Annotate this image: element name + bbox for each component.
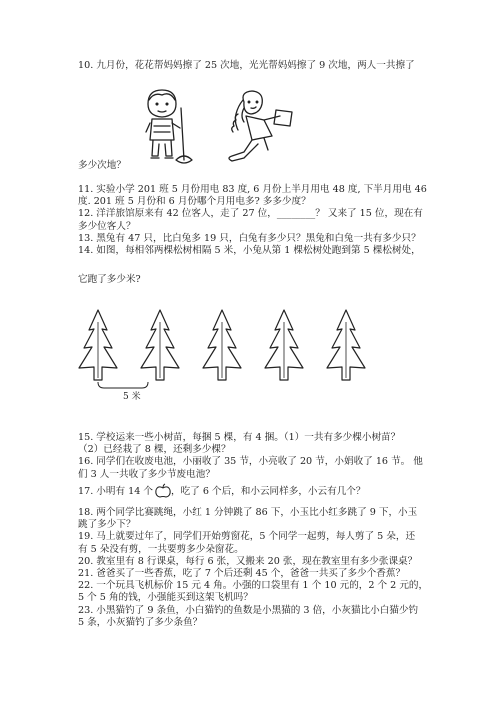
q15-line1: 15. 学校运来一些小树苗，每捆 5 棵，有 4 捆。（1）一共有多少棵小树苗？ [78,432,401,443]
q18-line2: 跳了多少下？ [78,519,136,531]
q19-line2: 有 5 朵没有剪，一共要剪多少朵窗花。 [78,543,244,555]
q16-line1: 16. 同学们在收废电池，小丽收了 35 节，小亮收了 20 节，小娟收了 16 节。 他 [78,456,423,468]
q23-line1: 23. 小黑猫钓了 9 条鱼，小白猫钓的鱼数是小黑猫的 3 倍，小灰猫比小白猫少钓 [78,604,419,616]
q17-text-after: ，吃了 6 个后，和小云同样多，小云有几个？ [171,486,366,497]
girl-cleaning-figure [229,91,292,161]
q10-line2: 多少次地？ [78,160,126,171]
q22-line1: 22. 一个玩具飞机标价 15 元 4 角。小强的口袋里有 1 个 10 元的，2 个 2 元的， [78,580,429,592]
q20-line1: 20. 教室里有 8 行课桌，每行 6 张，又搬来 20 张，现在教室里有多少张课桌？ [78,555,418,567]
q11-line1: 11. 实验小学 201 班 5 月份用电 83 度, 6 月份上半月用电 48 度, 下半月用电 46 [78,184,427,195]
boy-mopping-figure [146,90,192,163]
questions-11-to-14 [78,184,427,257]
q19-line1: 19. 马上就要过年了，同学们开始剪窗花，5 个同学一起剪，每人剪了 5 朵，还 [78,531,416,543]
q21-line1: 21. 爸爸买了一些香蕉，吃了 7 个后还剩 45 个，爸爸一共买了多少个香蕉？ [78,568,406,580]
q18-line1: 18. 两个同学比赛跳绳，小红 1 分钟跳了 86 下，小玉比小红多跳了 9 下，小玉 [78,507,418,518]
distance-label: 5 米 [123,392,141,402]
q14-line1: 14. 如图，每相邻两棵松树相隔 5 米，小兔从第 1 棵松树处跑到第 5 棵松树处， [78,245,421,257]
questions-18-to-23 [78,507,429,629]
distance-bracket [98,382,148,388]
q12-line2: 多少位客人？ [78,220,136,232]
q22-line2: 5 个 5 角的钱，小强能买到这架飞机吗？ [78,592,253,604]
q15-line2: （2）已经栽了 8 棵，还剩多少棵？ [78,444,231,456]
q13-line1: 13. 黑兔有 47 只，比白兔多 19 只，白兔有多少只？黑兔和白兔一共有多少只？ [78,232,421,244]
illustration-boy-and-girl-cleaning [140,86,300,176]
apple-icon [153,485,171,497]
q17 [78,485,365,498]
q12-line1: 12. 洋洋旅馆原来有 42 位客人，走了 27 位，________？ 又来了 15 位，现在有 [78,208,423,220]
questions-15-to-16 [78,432,423,481]
q11-line2: 度. 201 班 5 月份和 6 月份哪个月用电多? 多多少度？ [78,196,311,208]
q14-line2: 它跑了多少米? [78,274,141,285]
q23-line2: 5 条，小灰猫钓了多少条鱼？ [78,616,203,628]
q16-line2: 们 3 人一共收了多少节废电池？ [78,468,215,480]
q10-line1: 10. 九月份，花花帮妈妈擦了 25 次地，光光帮妈妈擦了 9 次地，两人一共擦了 [78,60,415,71]
pine-trees [79,310,365,380]
q17-text-before: 17. 小明有 14 个 [78,486,153,497]
